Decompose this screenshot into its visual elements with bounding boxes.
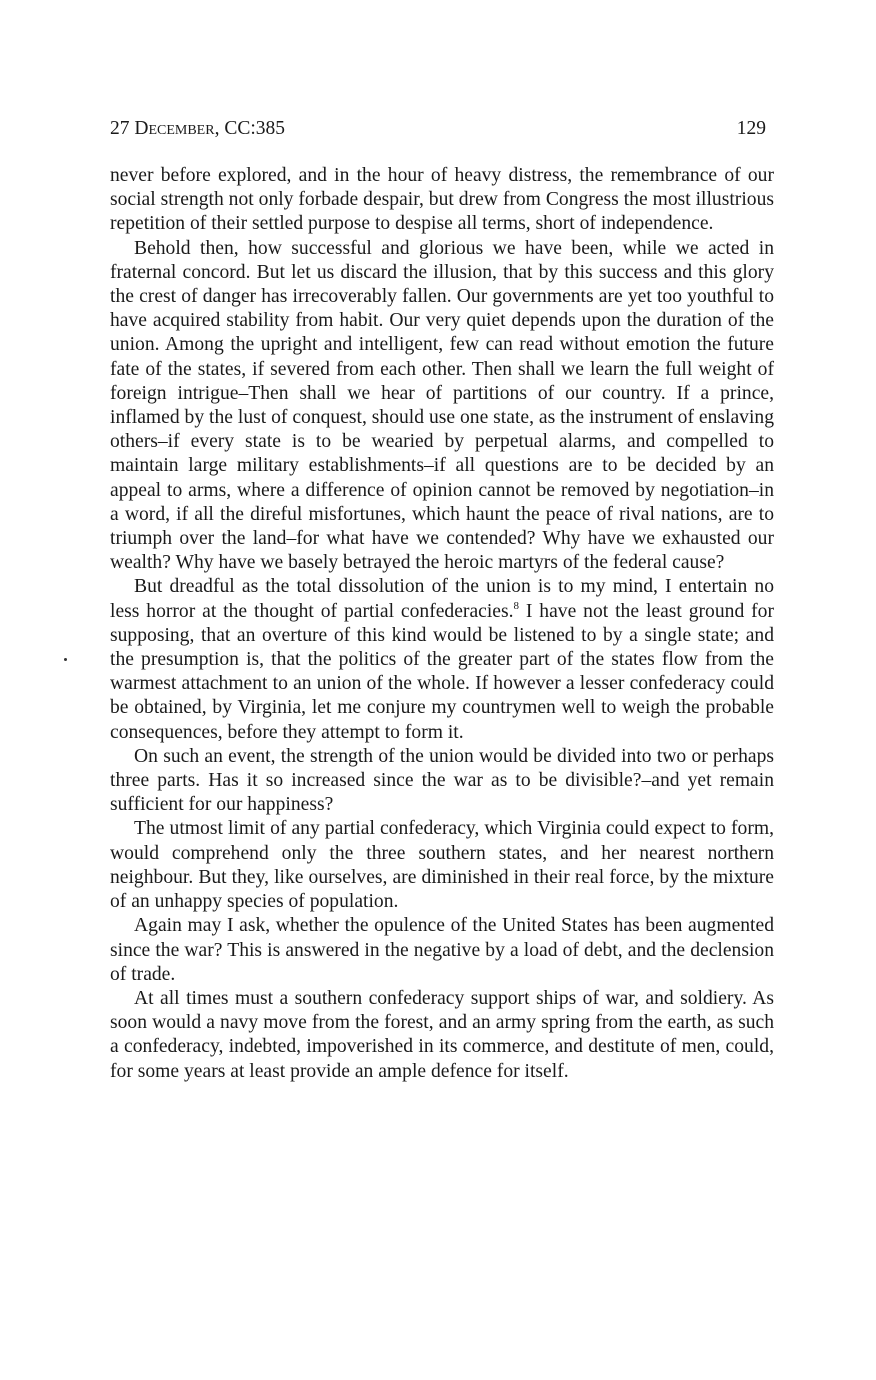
paragraph-3-text-after: I have not the least ground for supposing, that an overture of this kind would be listened to by a single state; and the presumption is, that the politics of the greater part of the states flow from the warmest attachment to an union of the whole. If however a lesser confederacy could be obtained, by Virginia, let me conjure my countrymen well to weigh the probable consequences, before they attempt to form it. — [110, 600, 774, 743]
paragraph-5: The utmost limit of any partial confederacy, which Virginia could expect to form, would comprehend only the three southern states, and her nearest northern neighbour. But they, like ourselves, are diminished in their real force, by the mixture of an unhappy species of population. — [110, 818, 774, 913]
page-number: 129 — [736, 118, 766, 139]
paragraph-4: On such an event, the strength of the union would be divided into two or perhaps three parts. Has it so increased since the war as to be divisible?–and yet remain sufficient for our happiness? — [110, 745, 774, 816]
paragraph-3 — [110, 575, 774, 744]
paragraph-2: Behold then, how successful and glorious we have been, while we acted in fraternal concord. But let us discard the illusion, that by this success and this glory the crest of danger has irrecoverably fallen. Our governments are yet too youthful to have acquired stability from habit. Our very quiet depends upon the duration of the union. Among the upright and intelligent, few can read without emotion the future fate of the states, if severed from each other. Then shall we learn the full weight of foreign intrigue–Then shall we hear of partitions of our country. If a prince, inflamed by the lust of conquest, should use one state, as the instrument of enslaving others–if every state is to be wearied by perpetual alarms, and compelled to maintain large military establishments–if all questions are to be decided by an appeal to arms, where a difference of opinion cannot be removed by negotiation–in a word, if all the direful misfortunes, which haunt the peace of rival nations, are to triumph over the land–for what have we contended? Why have we exhausted our wealth? Why have we basely betrayed the heroic martyrs of the federal cause? — [110, 237, 774, 574]
document-page — [110, 112, 774, 1084]
paragraph-1: never before explored, and in the hour of heavy distress, the remembrance of our social strength not only forbade despair, but drew from Congress the most illustrious repetition of their settled purpose to despise all terms, short of independence. — [110, 165, 774, 235]
paragraph-3-text-before: But dreadful as the total dissolution of the union is to my mind, I entertain no less horror at the thought of partial confederacies. — [110, 576, 774, 622]
paragraph-7: At all times must a southern confederacy support ships of war, and soldiery. As soon would a navy move from the forest, and an army spring from the earth, as such a confederacy, indebted, impoverished in its commerce, and destitute of men, could, for some years at least provide an ample defence for itself. — [110, 987, 774, 1082]
running-head-month: December — [134, 118, 215, 139]
footnote-reference-8[interactable]: 8 — [513, 599, 519, 612]
running-head-reference: , CC:385 — [214, 118, 286, 139]
body-text — [110, 164, 774, 1084]
paragraph-6: Again may I ask, whether the opulence of the United States has been augmented since the war? This is answered in the negative by a load of debt, and the declension of trade. — [110, 915, 774, 985]
margin-mark — [64, 658, 67, 661]
running-head-date: 27 — [110, 118, 130, 139]
running-head — [110, 112, 774, 146]
running-head-title — [110, 112, 285, 146]
